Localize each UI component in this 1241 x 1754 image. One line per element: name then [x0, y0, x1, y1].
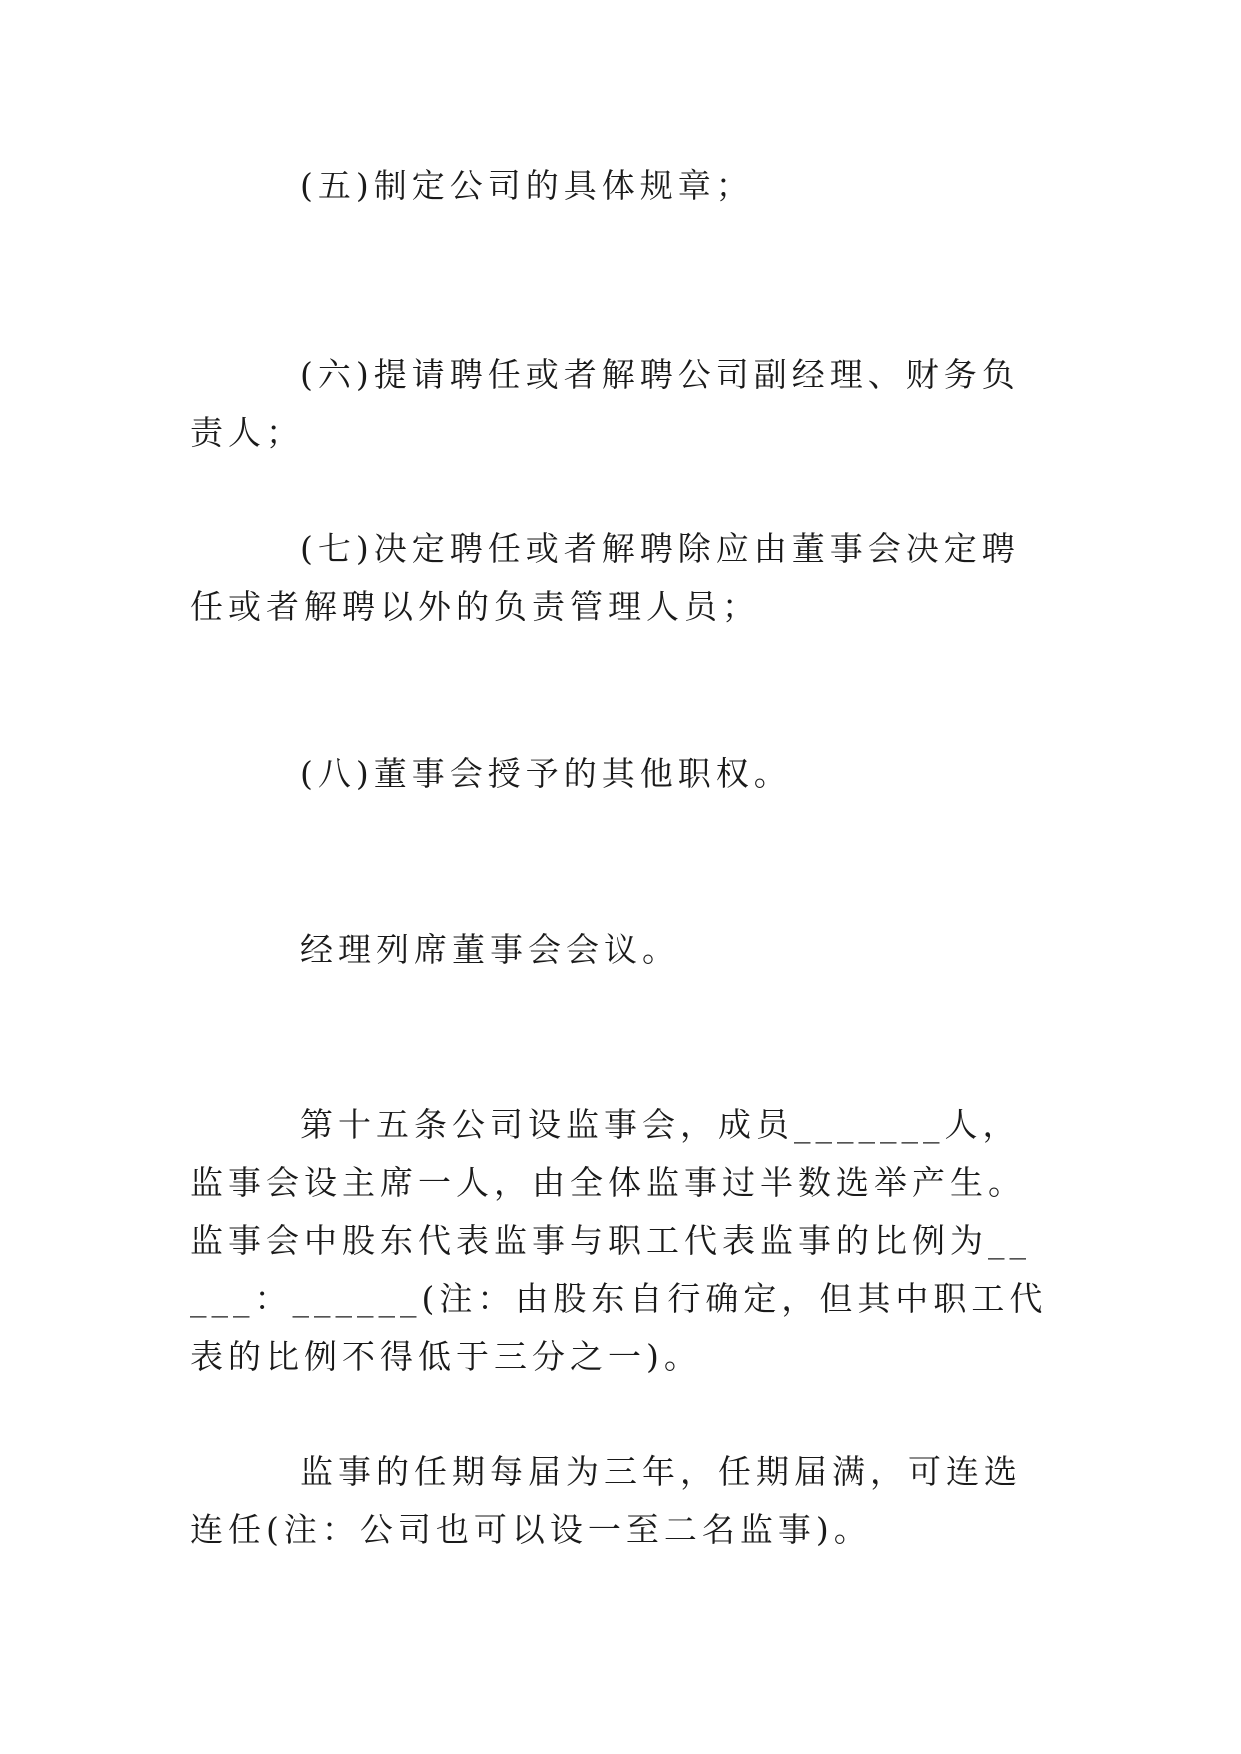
paragraph-item-5: (五)制定公司的具体规章； — [300, 166, 754, 205]
paragraph-supervisor-term: 监事的任期每届为三年，任期届满，可连选连任(注：公司也可以设一至二名监事)。 — [190, 1452, 1022, 1549]
paragraph-article-15: 第十五条公司设监事会，成员_______人，监事会设主席一人，由全体监事过半数选举产生。监事会中股东代表监事与职工代表监事的比例为_____：______(注：由股东自行确定，但其中职工代表的比例不得低于三分之一)。 — [190, 1105, 1048, 1376]
paragraph-item-7: (七)决定聘任或者解聘除应由董事会决定聘任或者解聘以外的负责管理人员； — [190, 529, 1020, 626]
paragraph-item-6: (六)提请聘任或者解聘公司副经理、财务负责人； — [190, 355, 1020, 452]
paragraph-item-8: (八)董事会授予的其他职权。 — [300, 754, 792, 793]
paragraph-manager-attendance: 经理列席董事会会议。 — [300, 930, 680, 969]
